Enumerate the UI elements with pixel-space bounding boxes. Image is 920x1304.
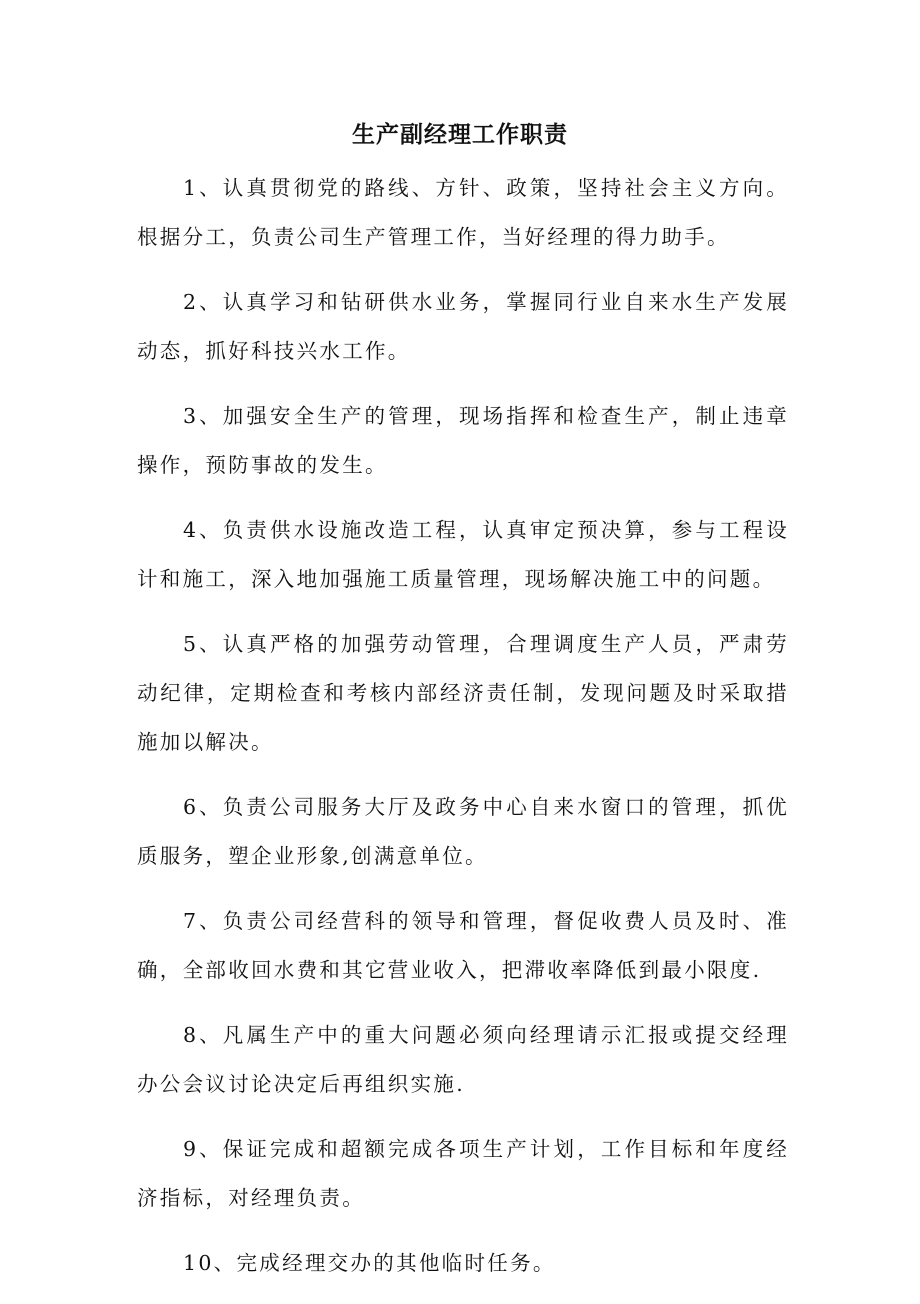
duty-item-10: 10、完成经理交办的其他临时任务。 (183, 1251, 556, 1275)
duty-item-5: 5、认真严格的加强劳动管理，合理调度生产人员，严肃劳动纪律，定期检查和考核内部经济责任制，发现问题及时采取措施加以解决。 (137, 632, 789, 754)
duty-item-9: 9、保证完成和超额完成各项生产计划，工作目标和年度经济指标，对经理负责。 (137, 1137, 789, 1210)
document-title: 生产副经理工作职责 (352, 122, 568, 148)
duty-item-8: 8、凡属生产中的重大问题必须向经理请示汇报或提交经理办公会议讨论决定后再组织实施. (137, 1023, 789, 1096)
duty-item-3: 3、加强安全生产的管理，现场指挥和检查生产，制止违章操作，预防事故的发生。 (137, 404, 789, 477)
duty-item-4: 4、负责供水设施改造工程，认真审定预决算，参与工程设计和施工，深入地加强施工质量管理，现场解决施工中的问题。 (137, 518, 789, 591)
duty-item-1: 1、认真贯彻党的路线、方针、政策，坚持社会主义方向。根据分工，负责公司生产管理工作，当好经理的得力助手。 (137, 176, 789, 249)
duty-item-6: 6、负责公司服务大厅及政务中心自来水窗口的管理，抓优质服务，塑企业形象,创满意单位。 (137, 795, 789, 868)
duty-item-2: 2、认真学习和钻研供水业务，掌握同行业自来水生产发展动态，抓好科技兴水工作。 (137, 290, 789, 363)
duty-item-7: 7、负责公司经营科的领导和管理，督促收费人员及时、准确，全部收回水费和其它营业收入，把滞收率降低到最小限度. (137, 909, 789, 982)
document-body (137, 164, 789, 1304)
